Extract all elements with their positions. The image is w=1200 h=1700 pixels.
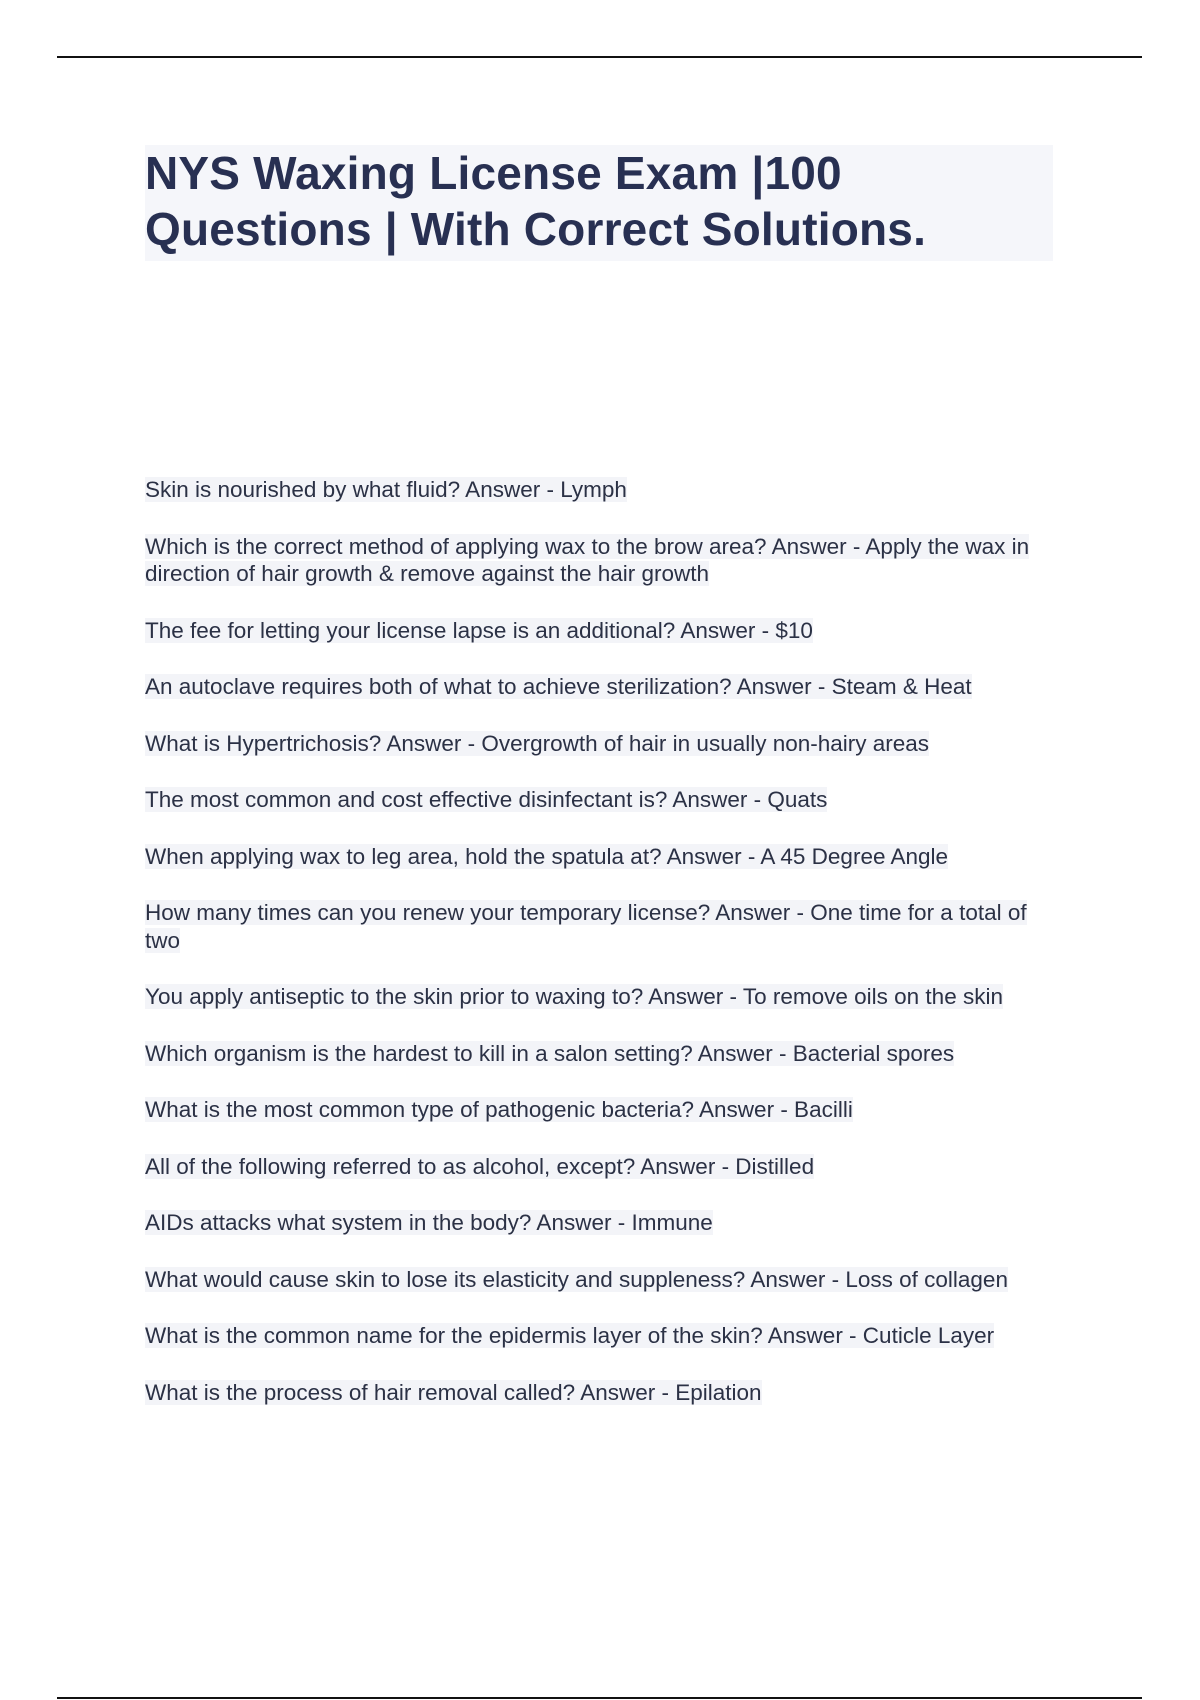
- title-block: [145, 145, 1053, 261]
- qa-item: [145, 673, 1045, 701]
- qa-item: [145, 1266, 1045, 1294]
- qa-item: [145, 617, 1045, 645]
- qa-item: [145, 1040, 1045, 1068]
- qa-text: What is Hypertrichosis? Answer - Overgrowth of hair in usually non-hairy areas: [145, 730, 930, 756]
- qa-item: [145, 1153, 1045, 1181]
- qa-text: Which organism is the hardest to kill in a salon setting? Answer - Bacterial spores: [145, 1040, 955, 1066]
- top-divider: [57, 56, 1142, 58]
- qa-item: [145, 730, 1045, 758]
- qa-text: Skin is nourished by what fluid? Answer - Lymph: [145, 477, 627, 502]
- qa-item: [145, 983, 1045, 1011]
- qa-text: You apply antiseptic to the skin prior to waxing to? Answer - To remove oils on the skin: [145, 984, 1003, 1009]
- qa-item: [145, 1096, 1045, 1124]
- qa-item: [145, 533, 1045, 588]
- qa-text: Which is the correct method of applying wax to the brow area? Answer - Apply the wax in direction of hair growth & remove against the hair growth: [145, 533, 1030, 586]
- qa-text: All of the following referred to as alcohol, except? Answer - Distilled: [145, 1153, 815, 1179]
- qa-item: [145, 1322, 1045, 1350]
- qa-text: What is the process of hair removal called? Answer - Epilation: [145, 1379, 762, 1405]
- qa-text: When applying wax to leg area, hold the spatula at? Answer - A 45 Degree Angle: [145, 843, 949, 869]
- qa-text: What is the common name for the epidermis layer of the skin? Answer - Cuticle Layer: [145, 1323, 995, 1348]
- qa-text: The fee for letting your license lapse is an additional? Answer - $10: [145, 617, 813, 643]
- qa-text: How many times can you renew your temporary license? Answer - One time for a total of two: [145, 900, 1027, 953]
- qa-item: [145, 899, 1045, 954]
- qa-item: [145, 786, 1045, 814]
- qa-text: What is the most common type of pathogenic bacteria? Answer - Bacilli: [145, 1097, 853, 1122]
- qa-text: AIDs attacks what system in the body? Answer - Immune: [145, 1210, 713, 1235]
- qa-list: [145, 476, 1045, 1435]
- bottom-divider: [57, 1697, 1142, 1699]
- qa-item: [145, 476, 1045, 504]
- document-title: NYS Waxing License Exam |100 Questions | With Correct Solutions.: [145, 147, 927, 255]
- qa-text: An autoclave requires both of what to achieve sterilization? Answer - Steam & Heat: [145, 674, 972, 699]
- qa-item: [145, 843, 1045, 871]
- qa-text: What would cause skin to lose its elasticity and suppleness? Answer - Loss of collagen: [145, 1266, 1008, 1292]
- qa-item: [145, 1379, 1045, 1407]
- qa-item: [145, 1209, 1045, 1237]
- qa-text: The most common and cost effective disinfectant is? Answer - Quats: [145, 787, 828, 812]
